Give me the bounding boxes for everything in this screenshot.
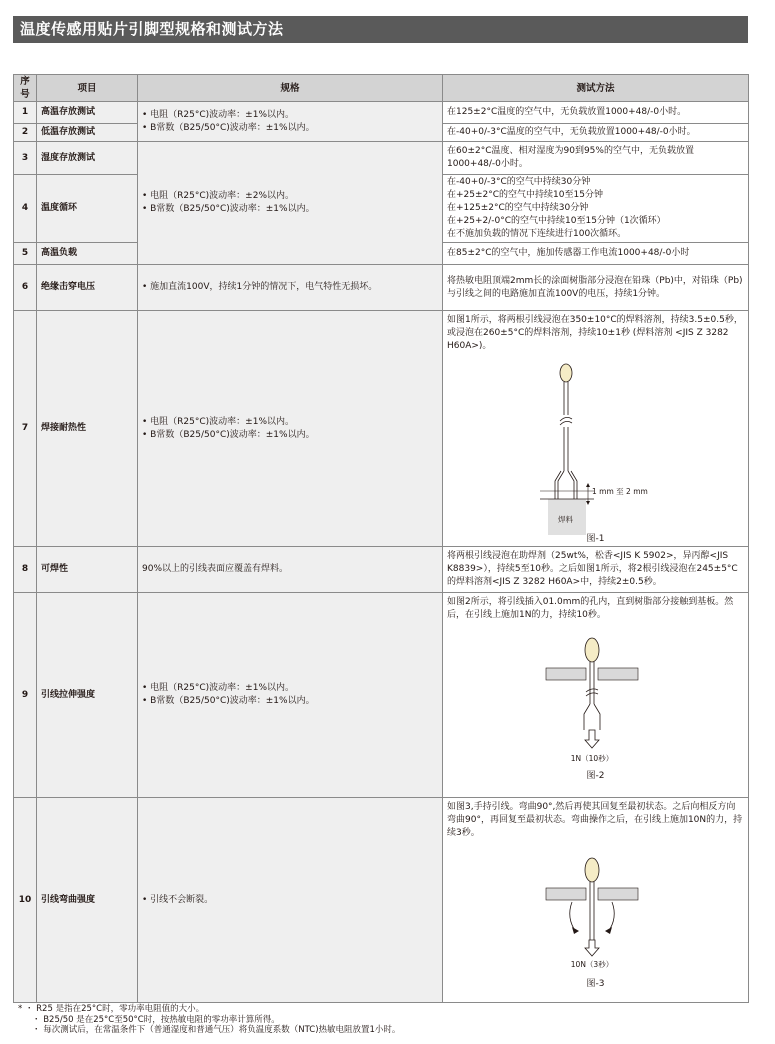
test-cell: 将两根引线浸泡在助焊剂（25wt%，松香<JIS K 5902>，异丙醇<JIS K8839>），持续5至10秒。之后如图1所示，将2根引线浸泡在245±5°C的焊料溶剂<JIS Z 3282 H60A>中，持续2±0.5秒。 [443, 547, 749, 593]
spec-table [13, 74, 749, 1003]
spec-line: • 电阻（R25°C)波动率：±1%以内。 [142, 109, 294, 120]
test-line: 在+25±2°C的空气中持续10至15分钟 [447, 190, 603, 200]
figure-2 [536, 632, 656, 764]
test-cell: 将热敏电阻顶端2mm长的涂面树脂部分浸泡在铅珠（Pb)中，对铅珠（Pb)与引线之间的电路施加直流100V的电压，持续1分钟。 [443, 265, 749, 311]
spec-cell: 90%以上的引线表面应覆盖有焊料。 [138, 547, 443, 593]
lead-wires [555, 382, 577, 509]
spec-line: • B常数（B25/50°C)波动率：±1%以内。 [142, 696, 315, 706]
table-row [14, 102, 749, 124]
test-text: 如图3,手持引线。弯曲90°,然后再使其回复至最初状态。之后向相反方向弯曲90°，再回复至最初状态。弯曲操作之后，在引线上施加10N的力，持续3秒。 [447, 802, 743, 838]
bend-arrows-icon [572, 927, 612, 934]
row-item: 高温负载 [37, 243, 138, 265]
spec-line: • 电阻（R25°C)波动率：±1%以内。 [142, 416, 294, 427]
header-spec: 规格 [138, 75, 443, 102]
test-line: 在-40+0/-3°C的空气中持续30分钟 [447, 177, 591, 187]
row-no: 3 [14, 142, 37, 175]
row-no: 1 [14, 102, 37, 124]
spec-line: • B常数（B25/50°C)波动率：±1%以内。 [142, 122, 315, 133]
spec-cell [138, 593, 443, 798]
table-header-row [14, 75, 749, 102]
test-cell: 在85±2°C的空气中，施加传感器工作电流1000+48/-0小时 [443, 243, 749, 265]
test-text: 如图1所示，将两根引线浸泡在350±10°C的焊料溶剂，持续3.5±0.5秒，或浸泡在260±5°C的焊料溶剂，持续10±1秒 (焊料溶剂 <JIS Z 3282 H60A>)。 [447, 315, 743, 351]
header-test: 测试方法 [443, 75, 749, 102]
figure-1 [526, 359, 666, 535]
row-item: 引线弯曲强度 [37, 798, 138, 1003]
row-no: 7 [14, 311, 37, 547]
table-row [14, 142, 749, 175]
row-no: 6 [14, 265, 37, 311]
spec-cell: • 引线不会断裂。 [138, 798, 443, 1003]
footnote: ・ 每次测试后，在常温条件下（普通湿度和普通气压）将负温度系数（NTC)热敏电阻放置1小时。 [32, 1025, 401, 1035]
header-no: 序号 [14, 75, 37, 102]
substrate-left [546, 668, 586, 680]
page-title: 温度传感用贴片引脚型规格和测试方法 [13, 16, 748, 43]
spec-line: • B常数（B25/50°C)波动率：±1%以内。 [142, 429, 315, 440]
row-item: 可焊性 [37, 547, 138, 593]
fig3-force-label: 10N（3秒） [570, 960, 613, 969]
test-cell: 在-40+0/-3°C温度的空气中，无负载放置1000+48/-0小时。 [443, 124, 749, 142]
row-item: 湿度存放测试 [37, 142, 138, 175]
substrate-right [598, 668, 638, 680]
footnote: * ・ R25 是指在25°C时，零功率电阻值的大小。 [18, 1004, 205, 1014]
spec-line: • 电阻（R25°C)波动率：±1%以内。 [142, 683, 294, 693]
row-no: 10 [14, 798, 37, 1003]
test-cell [443, 175, 749, 243]
header-item: 项目 [37, 75, 138, 102]
down-arrow-icon [585, 730, 599, 748]
test-line: 在+125±2°C的空气中持续30分钟 [447, 203, 589, 213]
test-cell: 在125±2°C温度的空气中，无负载放置1000+48/-0小时。 [443, 102, 749, 124]
thermistor-head-icon [560, 364, 572, 382]
figure-3 [536, 852, 656, 970]
figure-caption: 图-2 [586, 771, 605, 781]
test-line: 在+25+2/-0°C的空气中持续10至15分钟（1次循环） [447, 216, 666, 226]
test-text: 如图2所示，将引线插入01.0mm的孔内，直到树脂部分接触到基板。然后，在引线上施加1N的力，持续10秒。 [447, 597, 734, 620]
row-item: 引线拉伸强度 [37, 593, 138, 798]
table-row [14, 311, 749, 547]
down-arrow-icon [585, 940, 599, 956]
test-cell [443, 798, 749, 1003]
fig1-dimension-label: 1 mm 至 2 mm [591, 487, 648, 496]
lead-wires [584, 662, 600, 730]
spec-line: • 电阻（R25°C)波动率：±2%以内。 [142, 191, 294, 201]
table-row [14, 798, 749, 1003]
spec-cell [138, 311, 443, 547]
test-cell: 在60±2°C温度、相对湿度为90到95%的空气中，无负载放置1000+48/-0小时。 [443, 142, 749, 175]
spec-cell [138, 142, 443, 265]
fig2-force-label: 1N（10秒） [570, 754, 613, 763]
spec-cell [138, 102, 443, 142]
fig1-solder-label: 焊料 [557, 515, 573, 524]
row-item: 低温存放测试 [37, 124, 138, 142]
figure-caption: 图-1 [586, 534, 605, 544]
test-cell [443, 311, 749, 547]
row-no: 9 [14, 593, 37, 798]
footnote: ・ B25/50 是在25°C至50°C时，按热敏电阻的零功率计算所得。 [32, 1014, 280, 1025]
footnotes [18, 1004, 758, 1036]
figure-caption: 图-3 [586, 979, 605, 989]
row-no: 5 [14, 243, 37, 265]
row-item: 温度循环 [37, 175, 138, 243]
table-row [14, 593, 749, 798]
substrate-left [546, 888, 586, 900]
row-no: 8 [14, 547, 37, 593]
row-no: 2 [14, 124, 37, 142]
row-item: 绝缘击穿电压 [37, 265, 138, 311]
test-cell [443, 593, 749, 798]
table-row [14, 265, 749, 311]
spec-cell: • 施加直流100V，持续1分钟的情况下，电气特性无损坏。 [138, 265, 443, 311]
row-item: 高温存放测试 [37, 102, 138, 124]
test-line: 在不施加负载的情况下连续进行100次循环。 [447, 229, 627, 239]
substrate-right [598, 888, 638, 900]
thermistor-head-icon [585, 858, 599, 882]
spec-line: • B常数（B25/50°C)波动率：±1%以内。 [142, 204, 315, 214]
row-no: 4 [14, 175, 37, 243]
thermistor-head-icon [585, 638, 599, 662]
table-row [14, 547, 749, 593]
row-item: 焊接耐热性 [37, 311, 138, 547]
